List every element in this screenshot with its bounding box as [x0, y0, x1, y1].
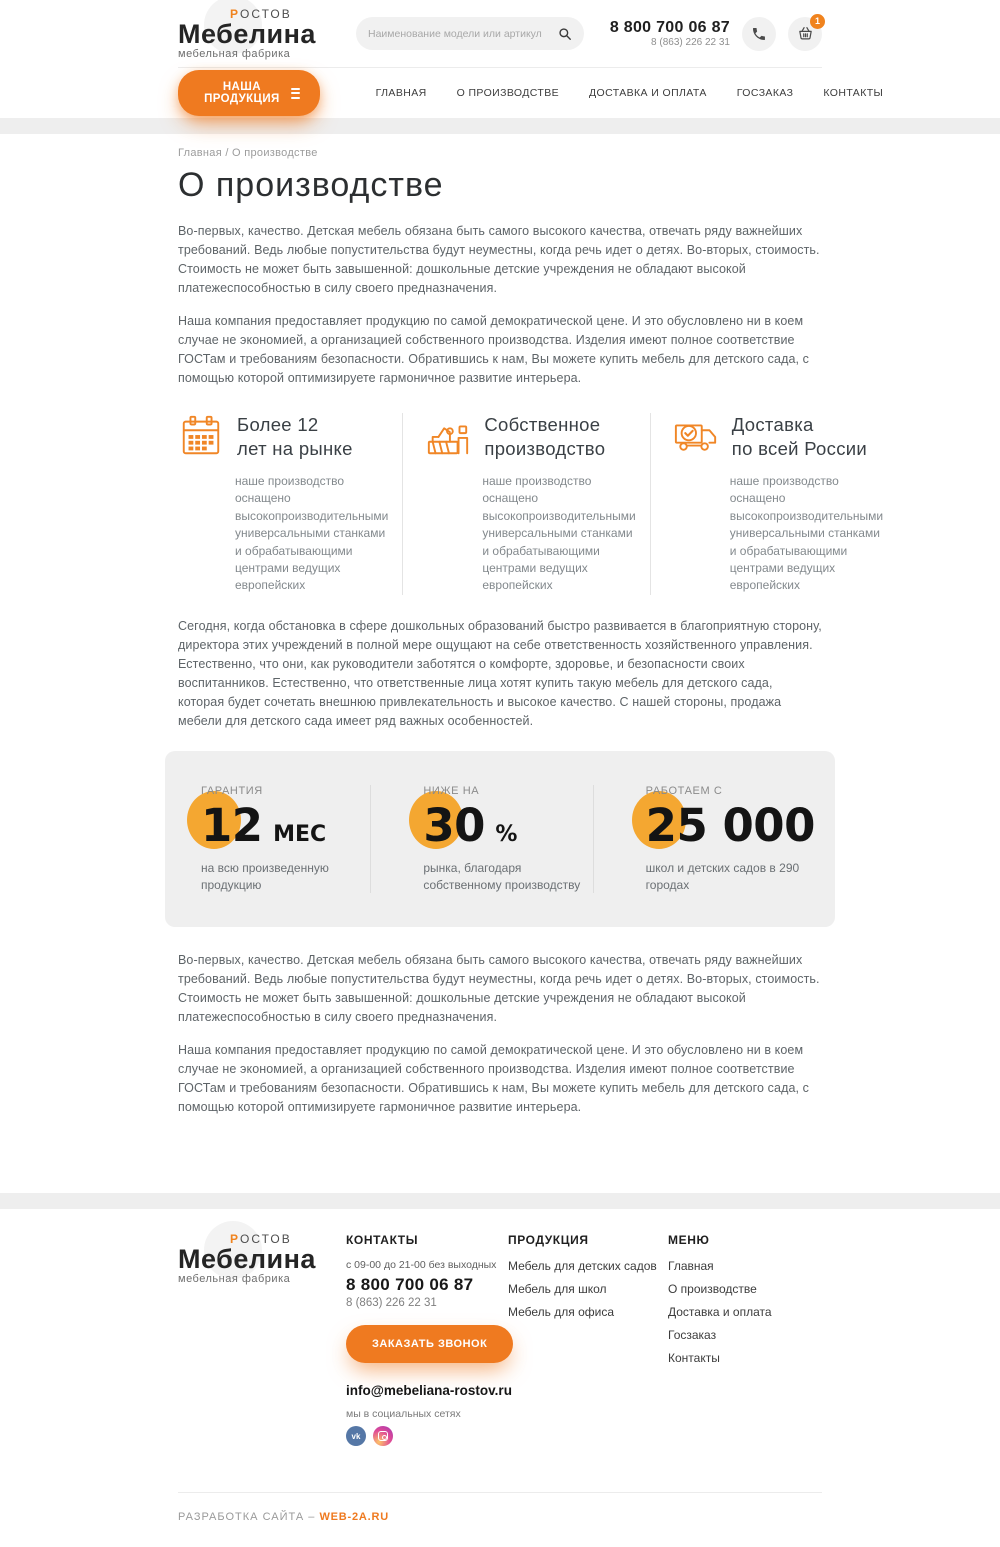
footer-products-column: [508, 1233, 668, 1446]
footer-link-delivery[interactable]: Доставка и оплата: [668, 1305, 772, 1320]
vk-icon[interactable]: vk: [346, 1426, 366, 1446]
nav-links: [346, 87, 884, 99]
stat-clients-label: РАБОТАЕМ С: [645, 784, 723, 797]
feature-delivery-text: наше производство оснащено высокопроизводительными универсальными станками и обрабатывающими центрами ведущих европейских: [729, 474, 884, 593]
nav-item-contacts[interactable]: КОНТАКТЫ: [823, 87, 884, 99]
stat-clients-value: 25 000: [645, 798, 815, 852]
stat-warranty-label: ГАРАНТИЯ: [201, 784, 263, 797]
paragraph-quality: Во-первых, качество. Детская мебель обязана быть самого высокого качества, отвечать ряду важнейших требований. Ведь любые попустительства будут неуместны, когда речь идет о детях. Во-вторых, стоимость. Стоимость не может быть завышенной: дошкольные детские учреждения не обладают высокой платежеспособностью в силу своего предназначения.: [178, 224, 820, 295]
search-bar[interactable]: [356, 17, 584, 50]
feature-production-text: наше производство оснащено высокопроизводительными универсальными станками и обрабатывающими центрами ведущих европейских: [482, 474, 636, 593]
stat-price-label: НИЖЕ НА: [423, 784, 480, 797]
footer-link-school-furniture[interactable]: Мебель для школ: [508, 1282, 607, 1297]
paragraph-today: Сегодня, когда обстановка в сфере дошкольных образований быстро развивается в благоприятную сторону, директора этих учреждений в полной мере ощущают на себе ответственность хозяйственного управления. Естественно, что они, как руководители заботятся о комфорте, здоровье, и безопасности своих воспитанников. Естественно, что ответственные лица хотят купить такую мебель для детского сада, которая будет сочетать внешнюю привлекательность и высокое качество. С нашей стороны, продажа мебели для детского сада имеет ряд важных особенностей.: [178, 618, 822, 728]
stat-warranty-value: 12: [201, 798, 263, 852]
footer: [178, 1209, 822, 1547]
footer-link-goszakaz[interactable]: Госзаказ: [668, 1328, 717, 1343]
stat-price: [370, 785, 592, 894]
developer-link[interactable]: WEB-2A.RU: [319, 1511, 389, 1524]
main-nav: [178, 68, 884, 118]
header-divider-band: [0, 118, 1000, 134]
feature-production-title: Собственное производство: [484, 414, 606, 460]
hamburger-icon: [291, 85, 300, 101]
footer-menu-column: [668, 1233, 822, 1446]
working-hours: с 09-00 до 21-00 без выходных: [346, 1259, 497, 1272]
breadcrumb: [178, 147, 822, 159]
nav-item-home[interactable]: ГЛАВНАЯ: [375, 87, 427, 99]
footer-logo-name: Мебелина: [178, 1244, 316, 1275]
stat-warranty-desc: на всю произведенную продукцию: [201, 860, 329, 892]
feature-years-title: Более 12 лет на рынке: [237, 414, 353, 460]
cart-button[interactable]: [788, 17, 822, 51]
stat-warranty-suffix: МЕС: [273, 821, 327, 847]
features-row: [178, 413, 884, 595]
footer-contacts-heading: КОНТАКТЫ: [346, 1233, 419, 1248]
feature-delivery-title: Доставка по всей России: [731, 414, 868, 460]
call-button[interactable]: [742, 17, 776, 51]
footer-link-kindergarten-furniture[interactable]: Мебель для детских садов: [508, 1259, 657, 1274]
search-input[interactable]: [368, 28, 558, 40]
delivery-truck-icon: [673, 413, 719, 459]
phone-secondary[interactable]: 8 (863) 226 22 31: [651, 37, 730, 49]
footer-phone-secondary[interactable]: 8 (863) 226 22 31: [346, 1297, 437, 1310]
logo-city-rest: ОСТОВ: [240, 6, 292, 21]
stat-clients: [593, 785, 815, 894]
footer-bottom: [178, 1492, 822, 1547]
header-phones: [610, 18, 730, 49]
paragraph-company-repeat: Наша компания предоставляет продукцию по самой демократической цене. И это обусловлено ни в коем случае не экономией, а организацией собственного производства. Изделия имеют полное соответствие ГОСТам и требованиям безопасности. Обратившись к нам, Вы можете купить мебель для детского сада, с помощью которой оптимизируете гармоничное развитие интерьера.: [178, 1043, 810, 1115]
logo-tagline: мебельная фабрика: [178, 47, 291, 60]
footer-link-office-furniture[interactable]: Мебель для офиса: [508, 1305, 615, 1320]
paragraph-quality-repeat: Во-первых, качество. Детская мебель обязана быть самого высокого качества, отвечать ряду важнейших требований. Ведь любые попустительства будут неуместны, когда речь идет о детях. Во-вторых, стоимость. Стоимость не может быть завышенной: дошкольные детские учреждения не обладают высокой платежеспособностью в силу своего предназначения.: [178, 953, 820, 1025]
breadcrumb-current: О производстве: [232, 147, 318, 159]
site-credit: РАЗРАБОТКА САЙТА – WEB-2A.RU: [178, 1511, 389, 1524]
logo-name: Мебелина: [178, 18, 316, 49]
page-title: О производстве: [178, 166, 444, 204]
feature-years-text: наше производство оснащено высокопроизводительными универсальными станками и обрабатывающими центрами ведущих европейских: [235, 474, 389, 593]
footer-menu-heading: МЕНЮ: [668, 1233, 710, 1248]
products-menu-button[interactable]: [178, 70, 320, 116]
footer-logo[interactable]: [178, 1233, 344, 1285]
footer-divider-band: [0, 1193, 1000, 1209]
footer-link-production[interactable]: О производстве: [668, 1282, 757, 1297]
footer-logo-city: РОСТОВ: [230, 1232, 292, 1247]
footer-contacts-column: [346, 1233, 514, 1446]
stat-price-value: 30: [423, 798, 485, 852]
search-icon[interactable]: [558, 27, 572, 41]
footer-products-heading: ПРОДУКЦИЯ: [508, 1233, 589, 1248]
cart-count-badge: 1: [810, 14, 825, 29]
stat-price-suffix: %: [495, 821, 518, 847]
stat-warranty: [185, 785, 370, 894]
stats-panel: [165, 751, 835, 928]
nav-item-production[interactable]: О ПРОИЗВОДСТВЕ: [456, 87, 560, 99]
products-menu-label: НАША ПРОДУКЦИЯ: [204, 81, 280, 105]
footer-link-contacts[interactable]: Контакты: [668, 1351, 720, 1366]
phone-icon: [751, 26, 767, 42]
feature-delivery: [650, 413, 897, 595]
site-logo[interactable]: [178, 8, 344, 60]
footer-logo-tagline: мебельная фабрика: [178, 1273, 291, 1286]
email-link[interactable]: info@mebeliana-rostov.ru: [346, 1383, 512, 1399]
feature-production: [402, 413, 649, 595]
calendar-icon: [178, 413, 224, 459]
breadcrumb-home[interactable]: Главная: [178, 147, 222, 159]
nav-item-delivery[interactable]: ДОСТАВКА И ОПЛАТА: [589, 87, 707, 99]
phone-main[interactable]: 8 800 700 06 87: [609, 18, 730, 36]
footer-phone-main[interactable]: 8 800 700 06 87: [346, 1275, 474, 1295]
paragraph-company: Наша компания предоставляет продукцию по самой демократической цене. И это обусловлено ни в коем случае не экономией, а организацией собственного производства. Изделия имеют полное соответствие ГОСТам и требованиям безопасности. Обратившись к нам, Вы можете купить мебель для детского сада, с помощью которой оптимизируете гармоничное развитие интерьера.: [178, 314, 810, 385]
footer-link-home[interactable]: Главная: [668, 1259, 714, 1274]
logo-city: [230, 8, 344, 20]
social-label: мы в социальных сетях: [346, 1408, 461, 1421]
breadcrumb-separator: /: [225, 147, 229, 159]
header: [178, 0, 822, 68]
nav-item-goszakaz[interactable]: ГОСЗАКАЗ: [736, 87, 794, 99]
stat-price-desc: рынка, благодаря собственному производству: [423, 860, 581, 892]
callback-button[interactable]: ЗАКАЗАТЬ ЗВОНОК: [346, 1325, 513, 1363]
logo-city-accent: Р: [230, 6, 241, 21]
feature-years: [178, 413, 402, 595]
cart-icon: [797, 25, 814, 42]
instagram-icon[interactable]: [373, 1426, 393, 1446]
factory-icon: [425, 413, 471, 459]
stat-clients-desc: школ и детских садов в 290 городах: [645, 860, 800, 892]
